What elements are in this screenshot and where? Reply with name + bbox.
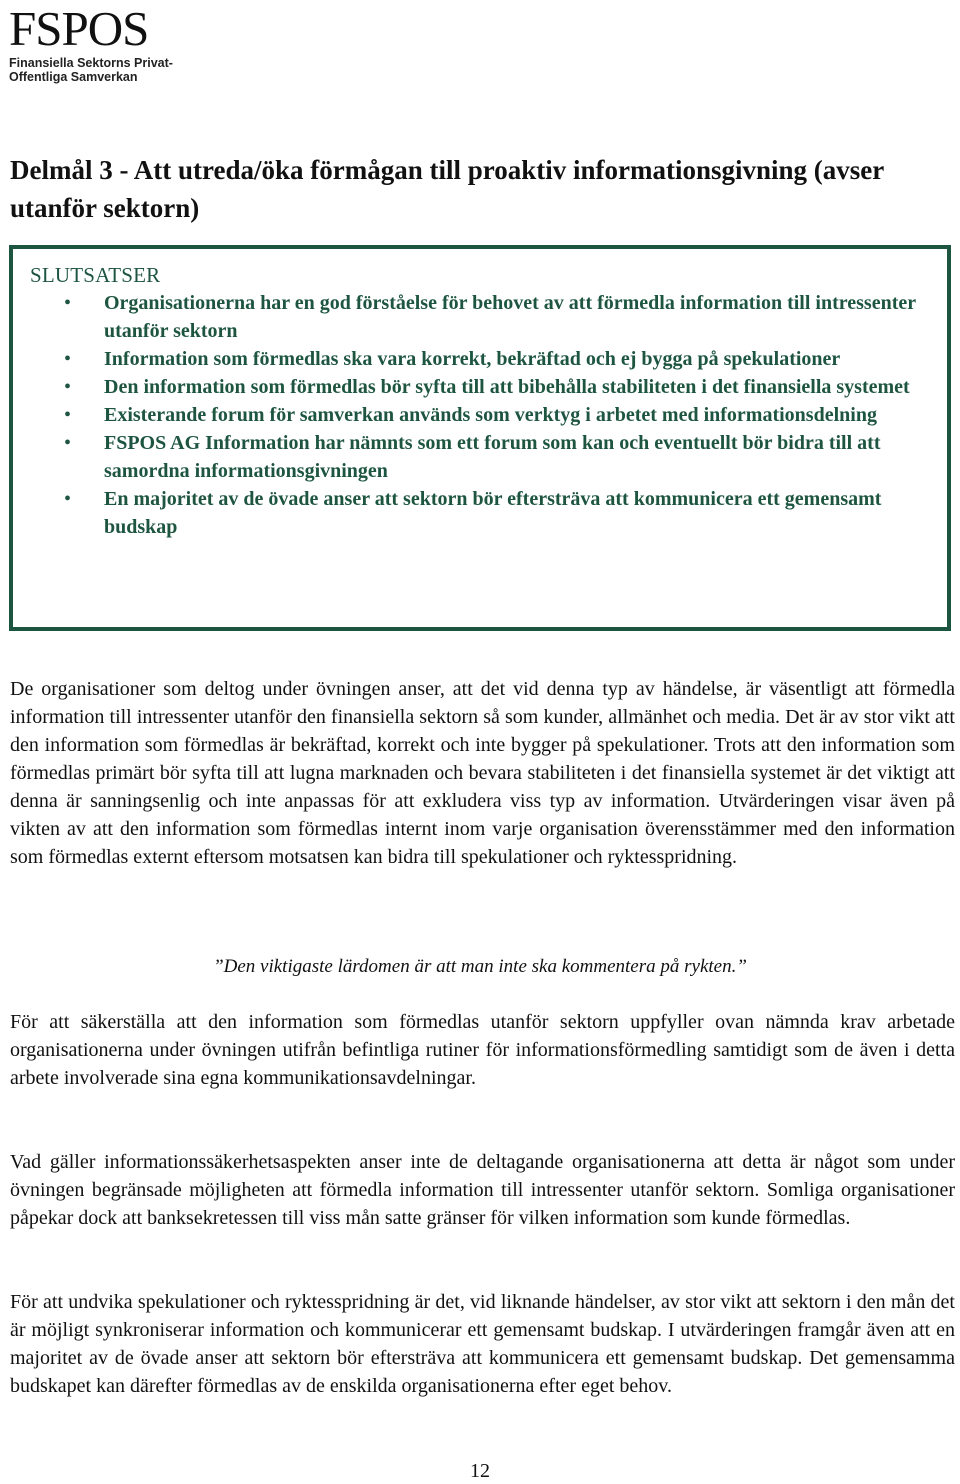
paragraph-3: Vad gäller informationssäkerhetsaspekten anser inte de deltagande organisationerna att detta är något som under övningen begränsade möjligheten att förmedla information till intressenter utanför sektorn. Somliga organisationer påpekar dock att banksekretessen till viss mån satte gränser för vilken information som kunde förmedlas.: [10, 1151, 955, 1229]
conclusions-box: [9, 245, 951, 631]
quote: ”Den viktigaste lärdomen är att man inte ska kommentera på rykten.”: [213, 956, 747, 977]
section-heading: Delmål 3 - Att utreda/öka förmågan till proaktiv informationsgivning (avser utanför sektorn): [10, 155, 884, 223]
conclusion-text: Organisationerna har en god förståelse för behovet av att förmedla information till intressenter utanför sektorn: [104, 292, 916, 342]
bullet-icon: •: [64, 348, 72, 370]
conclusions-list: [30, 289, 930, 541]
paragraph-1: De organisationer som deltog under övningen anser, att det vid denna typ av händelse, är väsentligt att förmedla information till intressenter utanför den finansiella sektorn så som kunder, allmänhet och media. Det är av stor vikt att den information som förmedlas är bekräftad, korrekt och inte bygger på spekulationer. Trots att den information som förmedlas primärt bör syfta till att lugna marknaden och bevara stabiliteten i det finansiella systemet är det viktigt att denna är sanningsenlig och inte anpassas för att exkludera viss typ av information. Utvärderingen visar även på vikten av att den information som förmedlas internt inom varje organisation överensstämmer med den information som förmedlas externt eftersom motsatsen kan bidra till spekulationer och ryktesspridning.: [10, 678, 955, 868]
conclusion-item: [30, 401, 930, 429]
conclusion-text: Information som förmedlas ska vara korrekt, bekräftad och ej bygga på spekulationer: [104, 348, 841, 370]
conclusion-item: [30, 289, 930, 345]
logo-subtitle-line2: Offentliga Samverkan: [9, 70, 138, 84]
conclusion-text: Den information som förmedlas bör syfta till att bibehålla stabiliteten i det finansiella systemet: [104, 376, 910, 398]
page-number: 12: [470, 1460, 490, 1482]
conclusion-item: [30, 429, 930, 485]
bullet-icon: •: [64, 376, 72, 398]
bullet-icon: •: [64, 432, 72, 454]
conclusion-item: [30, 485, 930, 541]
conclusion-item: [30, 345, 930, 373]
logo-subtitle-line1: Finansiella Sektorns Privat-: [9, 56, 173, 70]
paragraph-4: För att undvika spekulationer och ryktesspridning är det, vid liknande händelser, av stor vikt att sektorn i den mån det är möjligt synkroniserar information och kommunicerar ett gemensamt budskap. I utvärderingen framgår även att en majoritet av de övade anser att sektorn bör eftersträva att kommunicera ett gemensamt budskap. Det gemensamma budskapet kan därefter förmedlas av de enskilda organisationerna efter eget behov.: [10, 1291, 955, 1397]
bullet-icon: •: [64, 292, 72, 314]
bullet-icon: •: [64, 404, 72, 426]
paragraph-2: För att säkerställa att den information som förmedlas utanför sektorn uppfyller ovan nämnda krav arbetade organisationerna under övningen utifrån befintliga rutiner för informationsförmedling samtidigt som de även i detta arbete involverade sina egna kommunikationsavdelningar.: [10, 1011, 955, 1089]
logo-wordmark: FSPOS: [9, 1, 149, 56]
fspos-logo: [9, 1, 209, 84]
conclusions-title: SLUTSATSER: [30, 263, 161, 287]
conclusion-text: Existerande forum för samverkan används som verktyg i arbetet med informationsdelning: [104, 404, 877, 426]
bullet-icon: •: [64, 488, 72, 510]
conclusion-item: [30, 373, 930, 401]
conclusion-text: En majoritet av de övade anser att sektorn bör eftersträva att kommunicera ett gemensamt budskap: [104, 488, 882, 538]
conclusion-text: FSPOS AG Information har nämnts som ett forum som kan och eventuellt bör bidra till att samordna informationsgivningen: [104, 432, 881, 482]
